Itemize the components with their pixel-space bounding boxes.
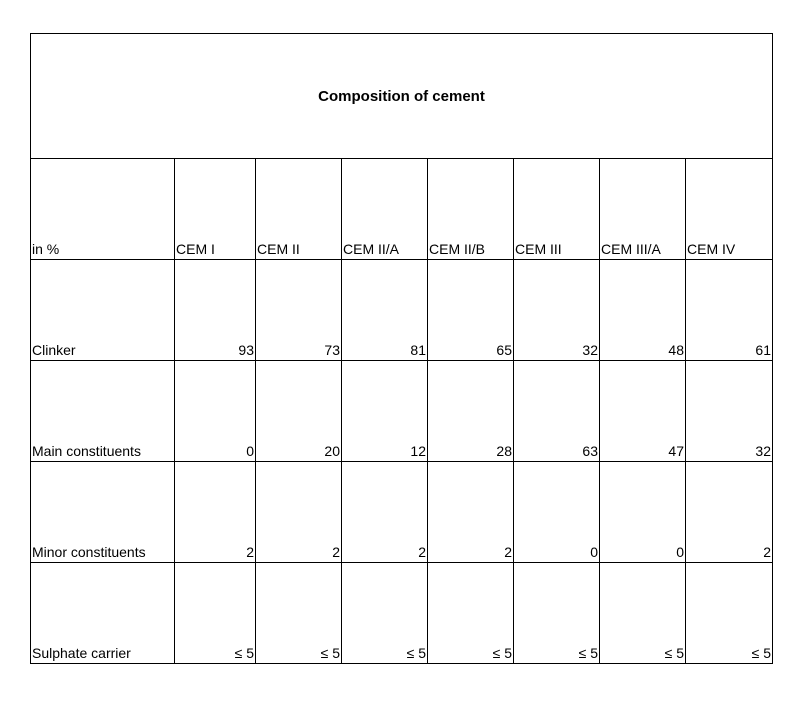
header-cem-ii: CEM II (256, 159, 342, 260)
cell-value: 0 (600, 462, 686, 563)
cell-value: 63 (514, 361, 600, 462)
header-cem-i: CEM I (175, 159, 256, 260)
cell-value: 2 (342, 462, 428, 563)
cell-value: 20 (256, 361, 342, 462)
cell-value: ≤ 5 (428, 563, 514, 664)
cell-value: 12 (342, 361, 428, 462)
table-title: Composition of cement (31, 34, 773, 159)
header-unit: in % (31, 159, 175, 260)
table-row-sulphate-carrier (31, 563, 773, 664)
header-cem-ii-b: CEM II/B (428, 159, 514, 260)
row-label: Minor constituents (31, 462, 175, 563)
table-row-main-constituents (31, 361, 773, 462)
cell-value: 32 (514, 260, 600, 361)
row-label: Main constituents (31, 361, 175, 462)
cell-value: 65 (428, 260, 514, 361)
table-row-clinker (31, 260, 773, 361)
header-cem-iii: CEM III (514, 159, 600, 260)
cell-value: 2 (428, 462, 514, 563)
cell-value: 61 (686, 260, 773, 361)
cell-value: 0 (514, 462, 600, 563)
cell-value: 28 (428, 361, 514, 462)
cell-value: 73 (256, 260, 342, 361)
header-cem-iv: CEM IV (686, 159, 773, 260)
table-row-minor-constituents (31, 462, 773, 563)
cell-value: 2 (175, 462, 256, 563)
cell-value: 2 (256, 462, 342, 563)
cell-value: 0 (175, 361, 256, 462)
cell-value: 32 (686, 361, 773, 462)
header-cem-ii-a: CEM II/A (342, 159, 428, 260)
cell-value: ≤ 5 (686, 563, 773, 664)
cell-value: 2 (686, 462, 773, 563)
cell-value: 47 (600, 361, 686, 462)
cell-value: ≤ 5 (256, 563, 342, 664)
cell-value: ≤ 5 (514, 563, 600, 664)
cell-value: ≤ 5 (600, 563, 686, 664)
cell-value: 48 (600, 260, 686, 361)
cell-value: ≤ 5 (175, 563, 256, 664)
row-label: Clinker (31, 260, 175, 361)
row-label: Sulphate carrier (31, 563, 175, 664)
header-row (31, 159, 773, 260)
composition-table (30, 33, 773, 664)
header-cem-iii-a: CEM III/A (600, 159, 686, 260)
cell-value: 81 (342, 260, 428, 361)
cell-value: ≤ 5 (342, 563, 428, 664)
cell-value: 93 (175, 260, 256, 361)
